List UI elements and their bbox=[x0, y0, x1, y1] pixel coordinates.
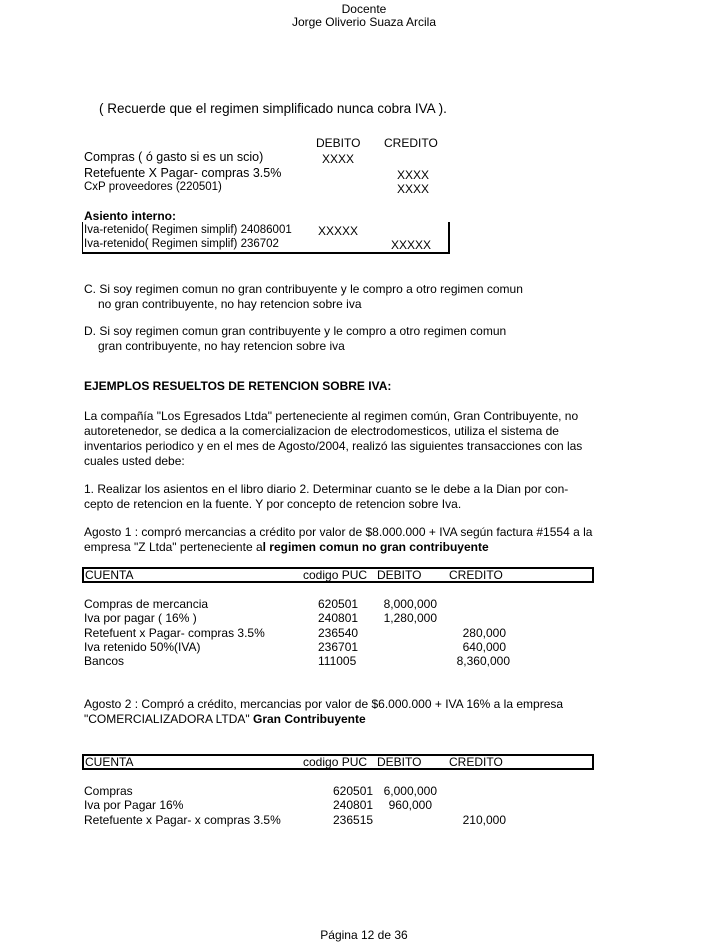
agosto1-col-cuenta: CUENTA bbox=[85, 568, 134, 582]
table-row-credito: 210,000 bbox=[462, 813, 506, 827]
agosto1-line2 bbox=[84, 540, 489, 554]
agosto1-col-credito: CREDITO bbox=[449, 568, 503, 582]
intro-line: inventarios periodico y en el mes de Agosto/2004, realizó las siguientes transacciones con las bbox=[84, 439, 583, 453]
intro-line: cuales usted debe: bbox=[84, 454, 185, 468]
table-row-credito: 280,000 bbox=[462, 626, 506, 640]
internal-row-label: Iva-retenido( Regimen simplif) 24086001 bbox=[84, 224, 292, 236]
agosto2-line2-bold: Gran Contribuyente bbox=[253, 712, 366, 726]
case-d-line1: D. Si soy regimen comun gran contribuyente y le compro a otro regimen comun bbox=[84, 324, 507, 338]
col-credito-header: CREDITO bbox=[384, 136, 438, 150]
table-row-codigo: 240801 bbox=[333, 798, 374, 812]
case-c-line1: C. Si soy regimen comun no gran contribuyente y le compro a otro regimen comun bbox=[84, 282, 523, 296]
intro-line: autoretenedor, se dedica a la comercializacion de electrodomesticos, utiliza el sistema de bbox=[84, 424, 559, 438]
agosto2-line1: Agosto 2 : Compró a crédito, mercancias por valor de $6.000.000 + IVA 16% a la empresa bbox=[84, 697, 564, 711]
internal-row-label: Iva-retenido( Regimen simplif) 236702 bbox=[84, 238, 279, 250]
agosto1-line1: Agosto 1 : compró mercancias a crédito por valor de $8.000.000 + IVA según factura #1554 a la bbox=[84, 525, 593, 539]
table-row-codigo: 620501 bbox=[318, 597, 359, 611]
internal-row-debito: XXXXX bbox=[318, 224, 359, 238]
agosto1-col-codigo: codigo PUC bbox=[303, 568, 368, 582]
table-row-debito: 960,000 bbox=[388, 798, 432, 812]
task-line: cepto de retencion en la fuente. Y por concepto de retencion sobre Iva. bbox=[84, 497, 462, 511]
agosto2-col-credito: CREDITO bbox=[449, 755, 503, 769]
agosto1-col-debito: DEBITO bbox=[377, 568, 422, 582]
table-row-codigo: 240801 bbox=[318, 611, 359, 625]
entry1-row-debito: XXXX bbox=[322, 152, 355, 166]
table-row-codigo: 111005 bbox=[318, 654, 357, 668]
table-row-codigo: 236701 bbox=[318, 640, 359, 654]
table-row-codigo: 236515 bbox=[333, 813, 374, 827]
case-c-line2: no gran contribuyente, no hay retencion sobre iva bbox=[98, 297, 362, 311]
entry1-row-label: Retefuente X Pagar- compras 3.5% bbox=[84, 166, 282, 180]
table-row-cuenta: Retefuent x Pagar- compras 3.5% bbox=[84, 626, 265, 640]
entry1-row-credito: XXXX bbox=[397, 182, 430, 196]
agosto2-col-codigo: codigo PUC bbox=[303, 755, 368, 769]
header-author: Jorge Oliverio Suaza Arcila bbox=[291, 15, 437, 29]
table-row-debito: 8,000,000 bbox=[383, 597, 437, 611]
internal-row-credito: XXXXX bbox=[391, 238, 432, 252]
entry1-row-label: CxP proveedores (220501) bbox=[84, 181, 222, 193]
table-row-cuenta: Retefuente x Pagar- x compras 3.5% bbox=[84, 813, 281, 827]
table-row-cuenta: Iva retenido 50%(IVA) bbox=[84, 640, 201, 654]
table-row-cuenta: Iva por Pagar 16% bbox=[84, 798, 184, 812]
table-row-cuenta: Bancos bbox=[84, 654, 125, 668]
table-row-debito: 1,280,000 bbox=[383, 611, 437, 625]
intro-line: La compañía "Los Egresados Ltda" perteneciente al regimen común, Gran Contribuyente, no bbox=[84, 409, 579, 423]
header-docente: Docente bbox=[341, 2, 387, 16]
internal-entry-title: Asiento interno: bbox=[84, 209, 176, 223]
table-row-codigo: 236540 bbox=[318, 626, 359, 640]
table-row-debito: 6,000,000 bbox=[383, 784, 437, 798]
task-line: 1. Realizar los asientos en el libro diario 2. Determinar cuanto se le debe a la Dian por con- bbox=[84, 482, 569, 496]
col-debito-header: DEBITO bbox=[316, 136, 361, 150]
entry1-row-label: Compras ( ó gasto si es un scio) bbox=[84, 150, 264, 164]
agosto1-line2-plain: empresa "Z Ltda" perteneciente a bbox=[84, 540, 263, 554]
entry1-row-credito: XXXX bbox=[397, 168, 430, 182]
agosto2-line2 bbox=[84, 712, 366, 726]
examples-title: EJEMPLOS RESUELTOS DE RETENCION SOBRE IVA: bbox=[84, 379, 392, 393]
table-row-cuenta: Iva por pagar ( 16% ) bbox=[84, 611, 197, 625]
table-row-cuenta: Compras bbox=[84, 784, 133, 798]
table-row-codigo: 620501 bbox=[333, 784, 374, 798]
page-number: Página 12 de 36 bbox=[320, 928, 408, 942]
table-row-cuenta: Compras de mercancia bbox=[84, 597, 209, 611]
table-row-credito: 640,000 bbox=[462, 640, 506, 654]
agosto2-col-debito: DEBITO bbox=[377, 755, 422, 769]
regimen-note: ( Recuerde que el regimen simplificado nunca cobra IVA ). bbox=[99, 101, 447, 116]
agosto2-line2-plain: "COMERCIALIZADORA LTDA" bbox=[84, 712, 250, 726]
case-d-line2: gran contribuyente, no hay retencion sobre iva bbox=[98, 339, 345, 353]
agosto2-col-cuenta: CUENTA bbox=[85, 755, 134, 769]
agosto1-line2-bold: l regimen comun no gran contribuyente bbox=[262, 540, 489, 554]
table-row-credito: 8,360,000 bbox=[456, 654, 510, 668]
